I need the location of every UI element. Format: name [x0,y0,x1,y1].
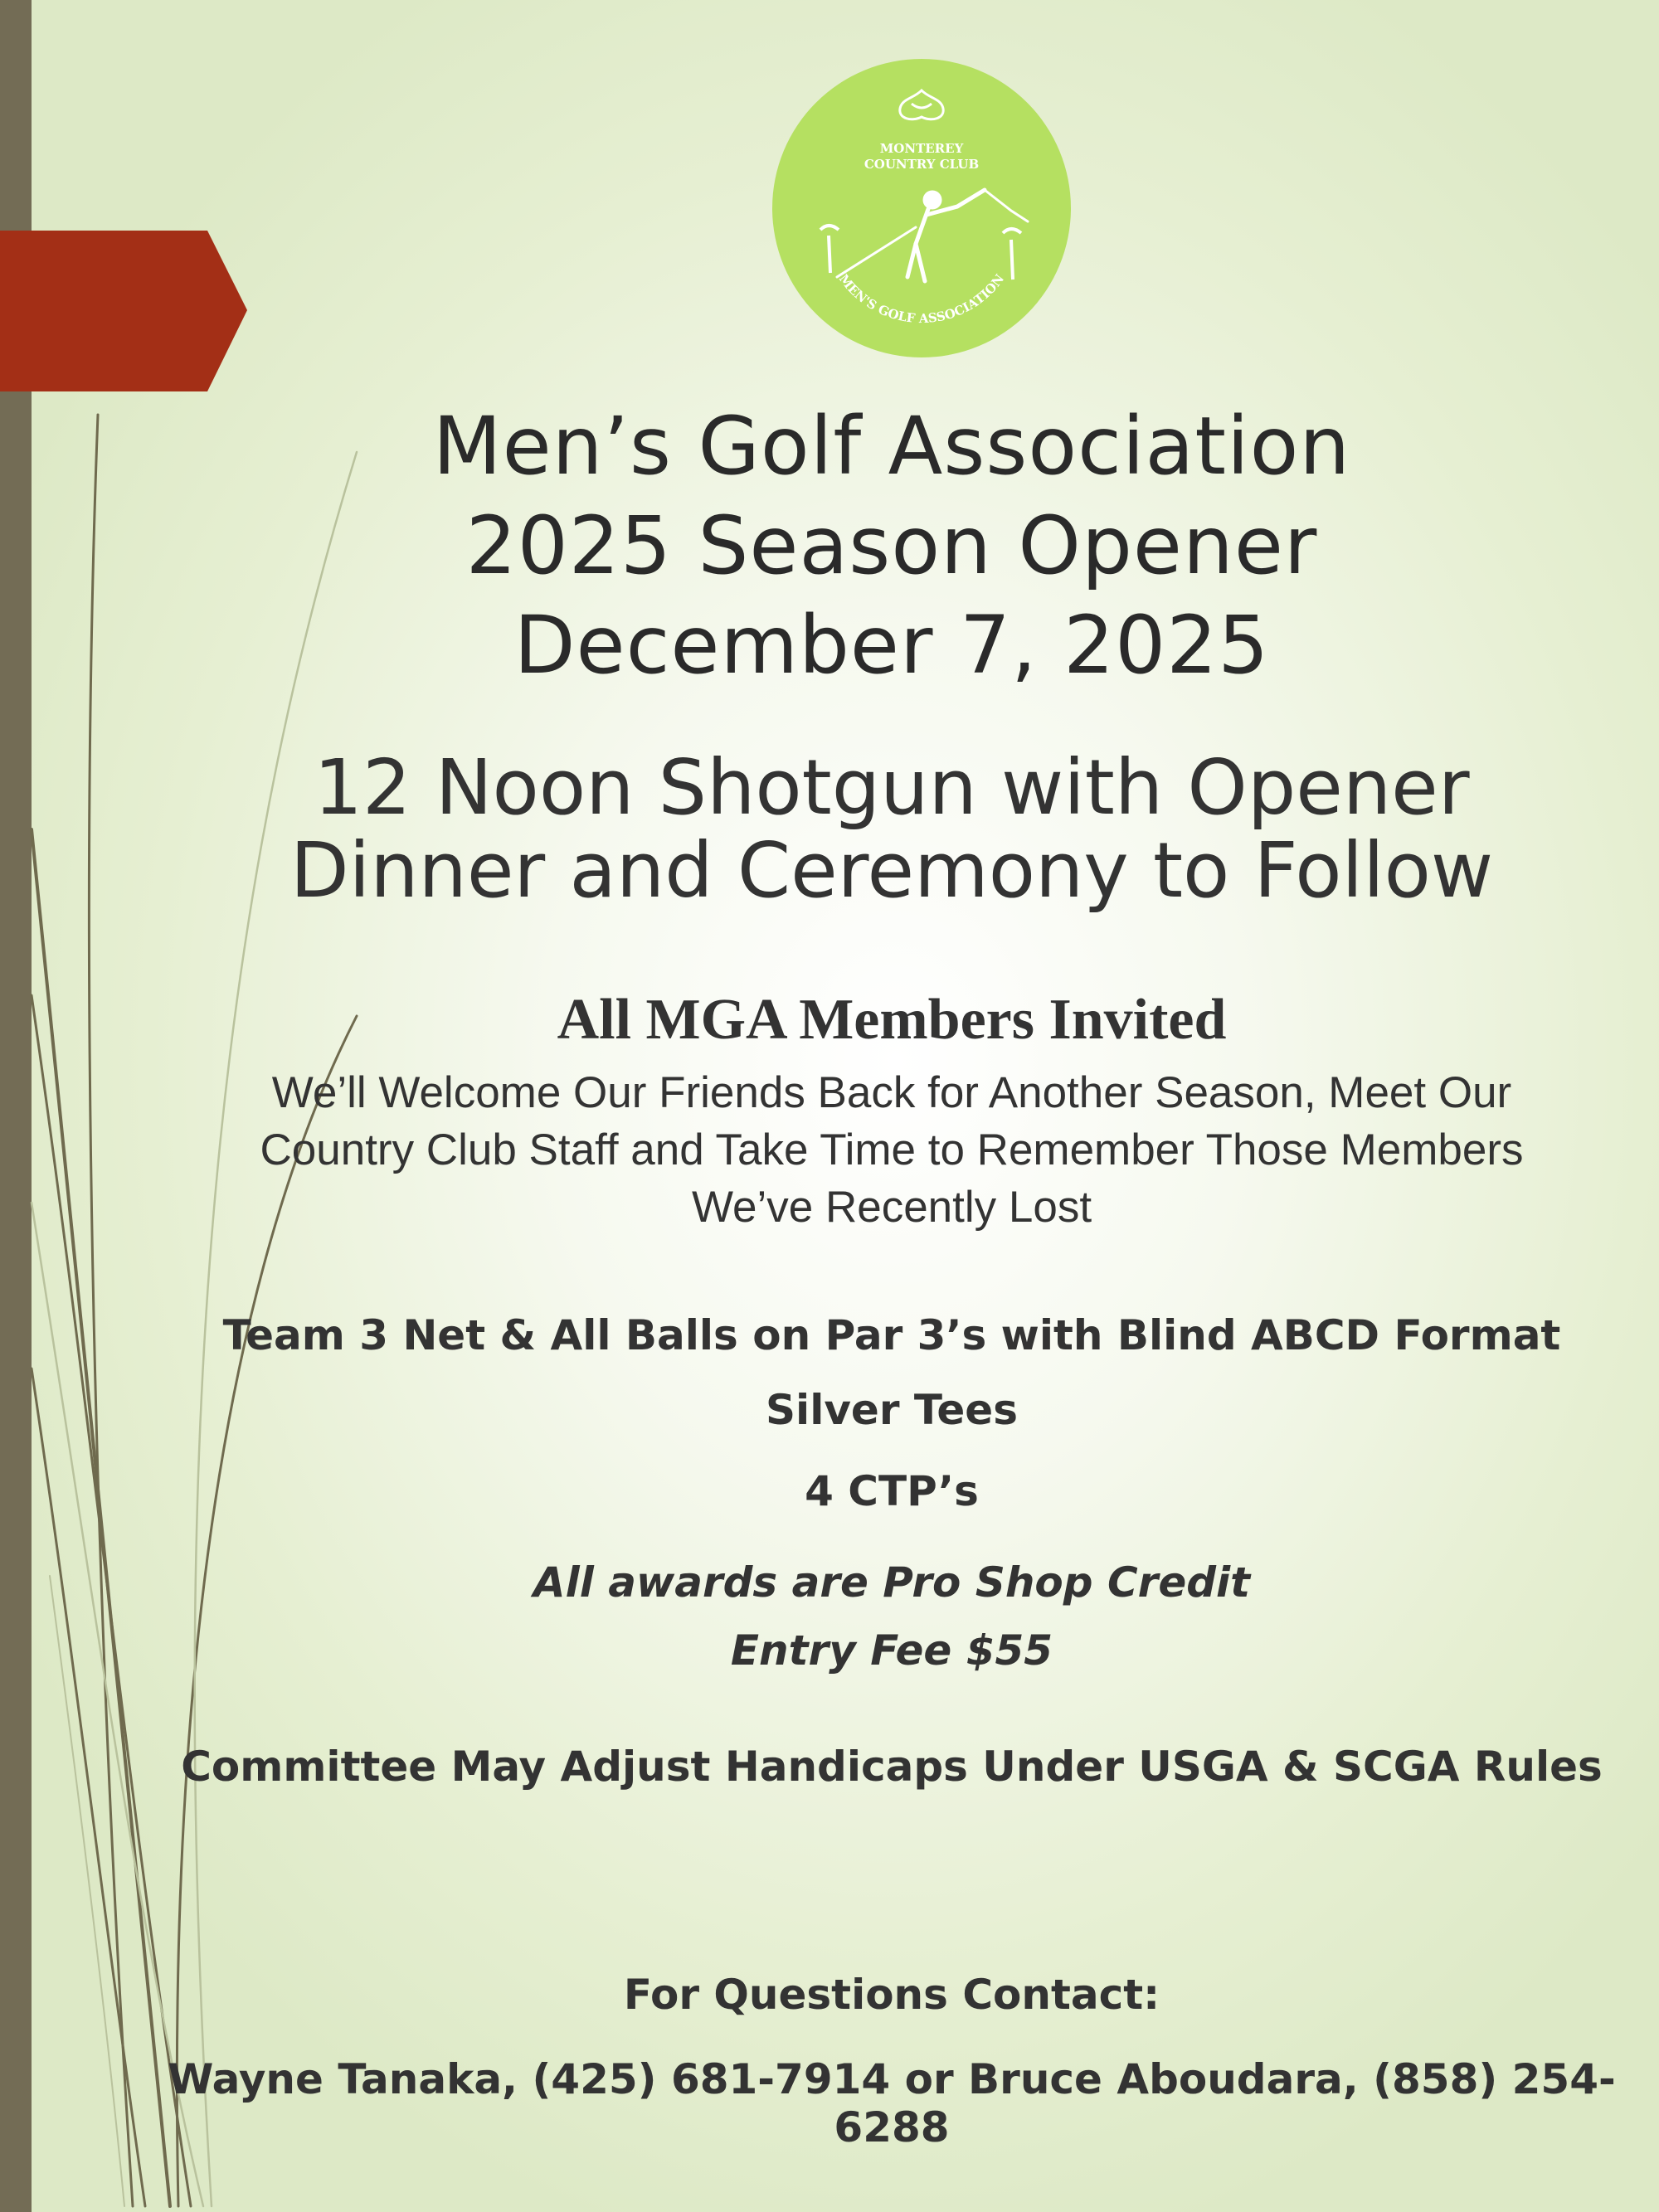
contact-line-1: Wayne Tanaka, (425) 681-7914 or Bruce Aboudara, (858) 254- [168,2055,1616,2103]
contact-line-2: 6288 [834,2103,950,2151]
schedule-line-2: Dinner and Ceremony to Follow [289,826,1494,915]
ctp-text: 4 CTP’s [805,1467,979,1515]
event-date: December 7, 2025 [513,599,1270,692]
logo-text-line1: MONTEREY [879,141,964,156]
logo-ring-text: MEN'S GOLF ASSOCIATION [835,271,1008,327]
entry-fee-text: Entry Fee $55 [730,1626,1053,1675]
contact-heading: For Questions Contact: [623,1971,1160,2019]
tees-text: Silver Tees [766,1386,1018,1434]
event-title [166,396,1618,695]
awards-text: All awards are Pro Shop Credit [533,1558,1251,1607]
schedule-line-1: 12 Noon Shotgun with Opener [314,743,1470,832]
contact-info [166,2055,1618,2151]
title-line-1: Men’s Golf Association [432,400,1351,493]
club-logo [771,57,1073,359]
invitation-heading: All MGA Members Invited [557,988,1227,1052]
schedule-text [166,743,1618,915]
invitation-line-3: We’ve Recently Lost [691,1183,1092,1232]
invitation-description [166,1064,1618,1236]
invitation-line-1: We’ll Welcome Our Friends Back for Another Season, Meet Our [271,1068,1512,1117]
title-line-2: 2025 Season Opener [465,499,1318,592]
handicap-rules-text: Committee May Adjust Handicaps Under USGA & SCGA Rules [181,1743,1603,1791]
format-text: Team 3 Net & All Balls on Par 3’s with Blind ABCD Format [222,1311,1561,1359]
logo-text-line2: COUNTRY CLUB [864,157,980,172]
invitation-line-2: Country Club Staff and Take Time to Remember Those Members [260,1125,1524,1174]
